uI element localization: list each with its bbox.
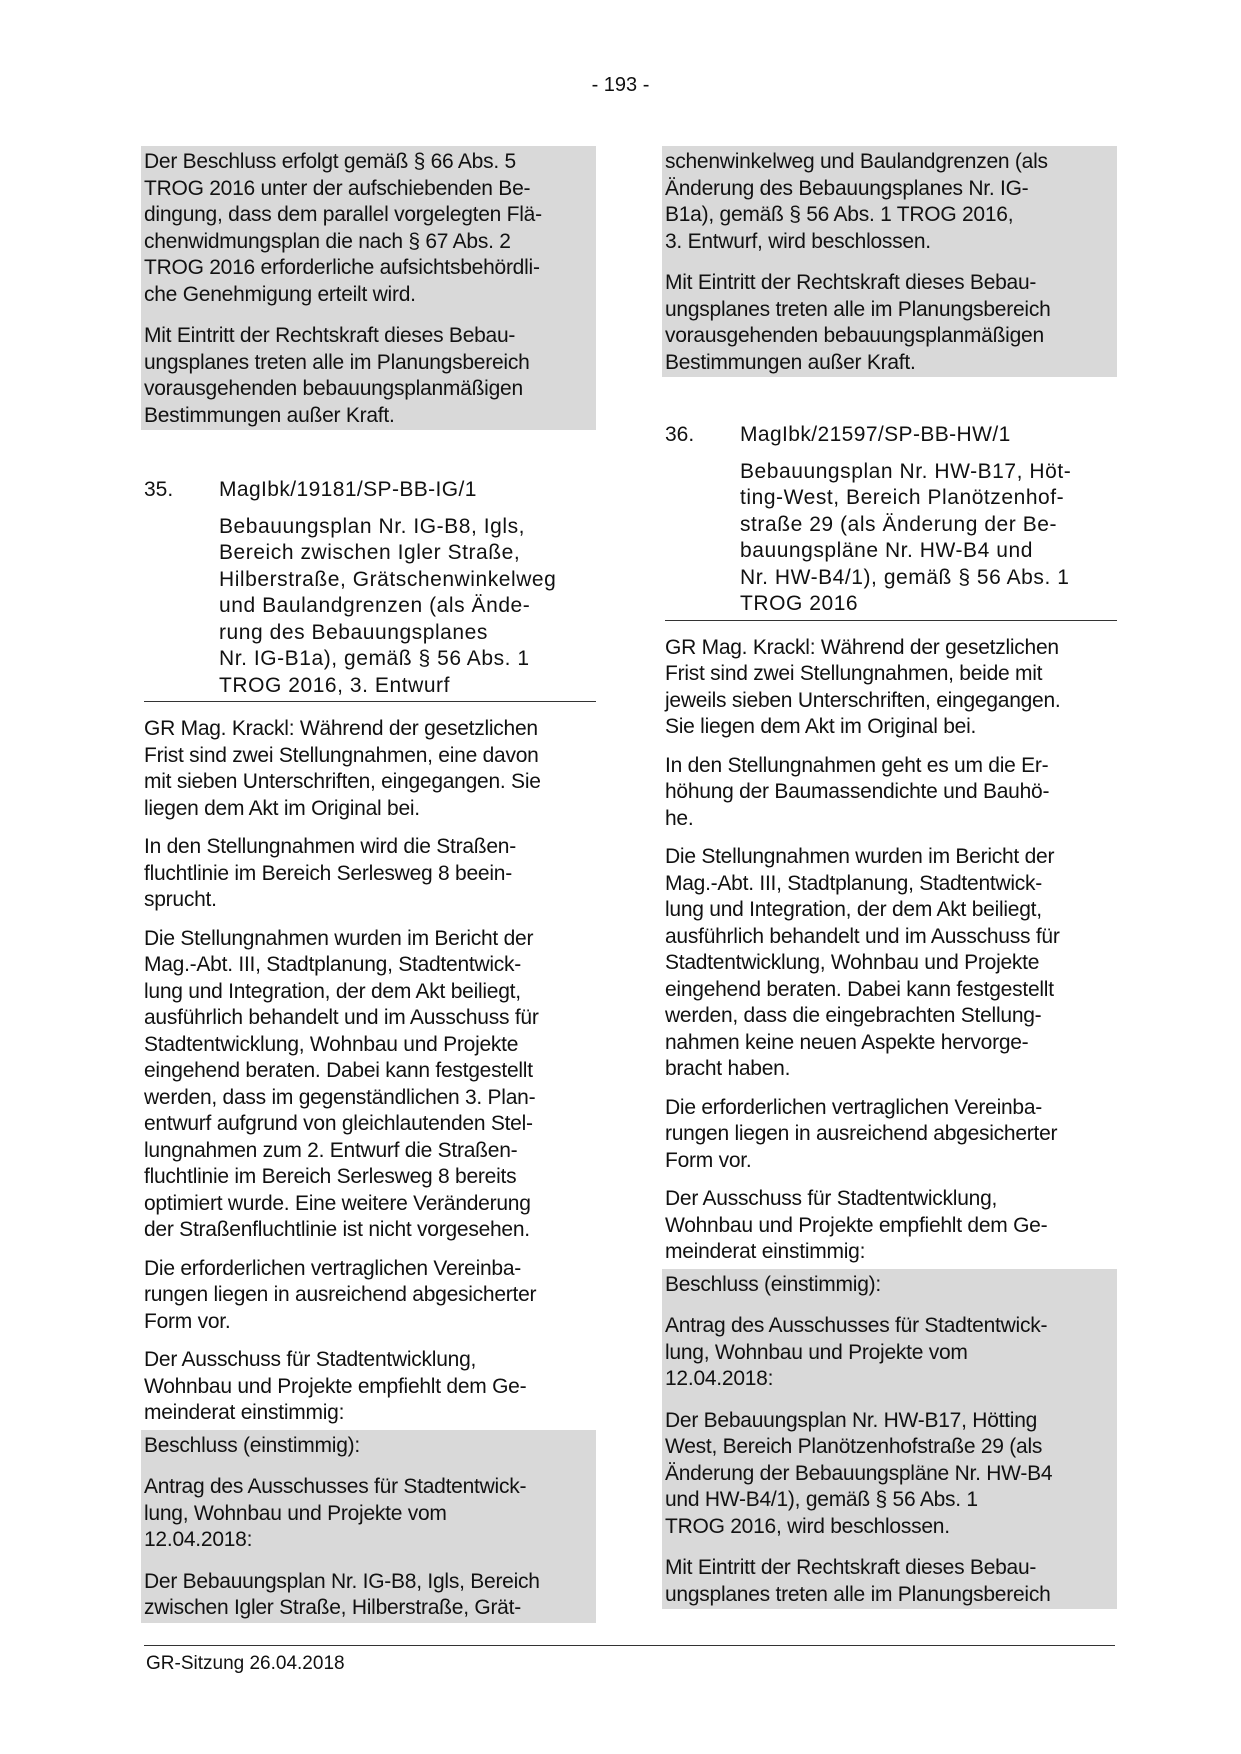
- item-divider: [665, 620, 1117, 621]
- text-line: In den Stellungnahmen wird die Straßen-: [144, 835, 516, 858]
- text-line: TROG 2016, 3. Entwurf: [219, 673, 450, 697]
- footer-divider: [144, 1645, 1115, 1646]
- text-line: werden, dass die eingebrachten Stellung-: [665, 1004, 1042, 1027]
- right-column: [665, 146, 1117, 1609]
- paragraph: [144, 1566, 596, 1622]
- agenda-item-title: [740, 459, 1117, 620]
- text-line: sprucht.: [144, 888, 217, 911]
- text-line: Nr. HW-B4/1), gemäß § 56 Abs. 1: [740, 565, 1070, 589]
- text-line: jeweils sieben Unterschriften, eingegangen.: [665, 688, 1061, 712]
- paragraph: [144, 834, 596, 914]
- text-line: Wohnbau und Projekte empfiehlt dem Ge-: [665, 1213, 1048, 1237]
- text-line: optimiert wurde. Eine weitere Veränderung: [144, 1191, 531, 1215]
- text-line: 12.04.2018:: [144, 1528, 253, 1551]
- text-line: Der Beschluss erfolgt gemäß § 66 Abs. 5: [144, 150, 516, 173]
- text-line: che Genehmigung erteilt wird.: [144, 282, 416, 306]
- text-line: 12.04.2018:: [665, 1367, 774, 1390]
- text-line: GR Mag. Krackl: Während der gesetzlichen: [144, 717, 538, 740]
- text-line: werden, dass im gegenständlichen 3. Plan-: [144, 1085, 536, 1109]
- text-line: vorausgehenden bebauungsplanmäßigen: [144, 377, 523, 400]
- text-line: Stadtentwicklung, Wohnbau und Projekte: [665, 951, 1040, 974]
- text-line: Frist sind zwei Stellungnahmen, eine davon: [144, 743, 539, 767]
- shaded-block-intro: [141, 146, 596, 430]
- text-line: TROG 2016, wird beschlossen.: [665, 1514, 950, 1538]
- text-line: TROG 2016 erforderliche aufsichtsbehördli-: [144, 256, 540, 279]
- text-line: ting-West, Bereich Planötzenhof-: [740, 486, 1065, 509]
- text-line: ungsplanes treten alle im Planungsbereich: [665, 297, 1051, 321]
- resolution-heading: [144, 1430, 596, 1460]
- text-line: Frist sind zwei Stellungnahmen, beide mit: [665, 662, 1043, 685]
- text-line: dingung, dass dem parallel vorgelegten Flä-: [144, 203, 542, 226]
- text-line: ausführlich behandelt und im Ausschuss für: [144, 1006, 539, 1029]
- paragraph: [144, 146, 596, 308]
- text-line: ausführlich behandelt und im Ausschuss für: [665, 924, 1060, 948]
- paragraph: [144, 926, 596, 1244]
- text-line: ungsplanes treten alle im Planungsbereich: [144, 350, 530, 374]
- text-line: Bebauungsplan Nr. HW-B17, Höt-: [740, 459, 1072, 483]
- text-line: lung, Wohnbau und Projekte vom: [665, 1340, 968, 1364]
- paragraph: [665, 753, 1117, 833]
- footer-session-date: GR-Sitzung 26.04.2018: [146, 1653, 345, 1674]
- text-line: West, Bereich Planötzenhofstraße 29 (als: [665, 1435, 1043, 1458]
- text-line: Wohnbau und Projekte empfiehlt dem Ge-: [144, 1374, 527, 1398]
- text-line: rungen liegen in ausreichend abgesicherter: [144, 1283, 537, 1306]
- shaded-block-resolution: [141, 1430, 596, 1623]
- text-line: B1a), gemäß § 56 Abs. 1 TROG 2016,: [665, 203, 1014, 226]
- text-line: bauungspläne Nr. HW-B4 und: [740, 539, 1033, 562]
- page-number: - 193 -: [591, 74, 650, 96]
- text-line: Die Stellungnahmen wurden im Bericht der: [665, 845, 1055, 868]
- shaded-block-resolution: [662, 1269, 1117, 1610]
- text-line: fluchtlinie im Bereich Serlesweg 8 beein-: [144, 861, 512, 885]
- text-line: Der Ausschuss für Stadtentwicklung,: [144, 1348, 477, 1371]
- text-line: Nr. IG-B1a), gemäß § 56 Abs. 1: [219, 647, 530, 670]
- paragraph: [665, 267, 1117, 376]
- text-line: Der Ausschuss für Stadtentwicklung,: [665, 1187, 998, 1210]
- text-line: Mit Eintritt der Rechtskraft dieses Bebau-: [665, 271, 1037, 294]
- text-line: 3. Entwurf, wird beschlossen.: [665, 229, 931, 253]
- text-line: nahmen keine neuen Aspekte hervorge-: [665, 1030, 1029, 1054]
- paragraph: [665, 1186, 1117, 1266]
- text-line: lungnahmen zum 2. Entwurf die Straßen-: [144, 1138, 518, 1162]
- text-line: Stadtentwicklung, Wohnbau und Projekte: [144, 1032, 519, 1056]
- text-line: Antrag des Ausschusses für Stadtentwick-: [665, 1314, 1048, 1337]
- text-line: lung und Integration, der dem Akt beiliegt,: [144, 979, 521, 1003]
- paragraph: [665, 1405, 1117, 1541]
- text-line: meinderat einstimmig:: [144, 1401, 345, 1424]
- text-line: bracht haben.: [665, 1057, 791, 1080]
- agenda-item-code: MagIbk/19181/SP-BB-IG/1: [219, 478, 477, 501]
- text-line: Form vor.: [144, 1309, 231, 1333]
- text-line: und HW-B4/1), gemäß § 56 Abs. 1: [665, 1488, 978, 1511]
- text-line: der Straßenfluchtlinie ist nicht vorgesehen.: [144, 1218, 530, 1241]
- text-line: Form vor.: [665, 1148, 752, 1172]
- shaded-block-intro: [662, 146, 1117, 377]
- text-line: Bebauungsplan Nr. IG-B8, Igls,: [219, 514, 525, 538]
- text-line: straße 29 (als Änderung der Be-: [740, 512, 1058, 536]
- text-line: Die erforderlichen vertraglichen Vereinba-: [144, 1256, 522, 1280]
- text-line: Mit Eintritt der Rechtskraft dieses Bebau-: [144, 324, 516, 347]
- text-line: TROG 2016: [740, 592, 859, 615]
- text-line: fluchtlinie im Bereich Serlesweg 8 bereits: [144, 1165, 517, 1188]
- text-line: Sie liegen dem Akt im Original bei.: [665, 715, 977, 738]
- agenda-item-number: 35.: [144, 478, 174, 501]
- text-line: rung des Bebauungsplanes: [219, 620, 488, 644]
- text-line: Die erforderlichen vertraglichen Vereinba-: [665, 1095, 1043, 1119]
- text-line: GR Mag. Krackl: Während der gesetzlichen: [665, 635, 1059, 659]
- text-line: Der Bebauungsplan Nr. IG-B8, Igls, Bereich: [144, 1569, 540, 1593]
- agenda-item-header: [144, 477, 596, 504]
- text-line: TROG 2016 unter der aufschiebenden Be-: [144, 176, 531, 200]
- paragraph: [144, 320, 596, 429]
- text-line: ungsplanes treten alle im Planungsbereich: [665, 1582, 1051, 1606]
- text-line: entwurf aufgrund von gleichlautenden Stel-: [144, 1112, 533, 1135]
- text-line: eingehend beraten. Dabei kann festgestellt: [665, 977, 1054, 1001]
- text-line: zwischen Igler Straße, Hilberstraße, Grät-: [144, 1596, 521, 1619]
- agenda-item-title: [219, 514, 596, 702]
- paragraph: [144, 1347, 596, 1427]
- text-line: Antrag des Ausschusses für Stadtentwick-: [144, 1475, 527, 1498]
- text-line: Der Bebauungsplan Nr. HW-B17, Hötting: [665, 1408, 1038, 1432]
- text-line: Mag.-Abt. III, Stadtplanung, Stadtentwick-: [665, 871, 1043, 895]
- item-divider: [144, 701, 596, 702]
- text-line: Bestimmungen außer Kraft.: [665, 350, 916, 374]
- text-line: Änderung des Bebauungsplanes Nr. IG-: [665, 176, 1029, 200]
- text-line: he.: [665, 806, 694, 830]
- left-column: [144, 146, 596, 1623]
- text-line: Bereich zwischen Igler Straße,: [219, 541, 521, 564]
- paragraph: [144, 1471, 596, 1554]
- text-line: mit sieben Unterschriften, eingegangen. Sie: [144, 770, 541, 793]
- paragraph: [665, 1095, 1117, 1175]
- text-line: und Baulandgrenzen (als Ände-: [219, 594, 531, 617]
- text-line: Beschluss (einstimmig):: [144, 1433, 360, 1457]
- text-line: liegen dem Akt im Original bei.: [144, 796, 420, 820]
- text-line: Die Stellungnahmen wurden im Bericht der: [144, 926, 534, 950]
- text-line: lung, Wohnbau und Projekte vom: [144, 1501, 447, 1525]
- text-line: lung und Integration, der dem Akt beiliegt,: [665, 898, 1042, 921]
- agenda-item-code: MagIbk/21597/SP-BB-HW/1: [740, 423, 1011, 446]
- paragraph: [144, 716, 596, 822]
- text-line: Hilberstraße, Grätschenwinkelweg: [219, 567, 557, 591]
- text-line: Mag.-Abt. III, Stadtplanung, Stadtentwick-: [144, 953, 522, 976]
- text-line: Beschluss (einstimmig):: [665, 1272, 881, 1296]
- text-line: meinderat einstimmig:: [665, 1240, 866, 1263]
- resolution-heading: [665, 1269, 1117, 1299]
- text-line: eingehend beraten. Dabei kann festgestellt: [144, 1059, 533, 1082]
- paragraph: [665, 146, 1117, 255]
- text-line: Änderung der Bebauungspläne Nr. HW-B4: [665, 1461, 1053, 1485]
- paragraph: [665, 635, 1117, 741]
- text-line: höhung der Baumassendichte und Bauhö-: [665, 780, 1050, 803]
- text-line: schenwinkelweg und Baulandgrenzen (als: [665, 150, 1048, 173]
- agenda-item-header: [665, 422, 1117, 449]
- text-line: Mit Eintritt der Rechtskraft dieses Bebau-: [665, 1556, 1037, 1579]
- paragraph: [665, 1552, 1117, 1608]
- paragraph: [665, 844, 1117, 1083]
- paragraph: [144, 1256, 596, 1336]
- text-line: In den Stellungnahmen geht es um die Er-: [665, 753, 1049, 777]
- text-line: vorausgehenden bebauungsplanmäßigen: [665, 324, 1044, 347]
- text-line: chenwidmungsplan die nach § 67 Abs. 2: [144, 229, 511, 253]
- text-line: Bestimmungen außer Kraft.: [144, 403, 395, 427]
- paragraph: [665, 1310, 1117, 1393]
- agenda-item-number: 36.: [665, 423, 695, 446]
- text-line: rungen liegen in ausreichend abgesicherter: [665, 1122, 1058, 1145]
